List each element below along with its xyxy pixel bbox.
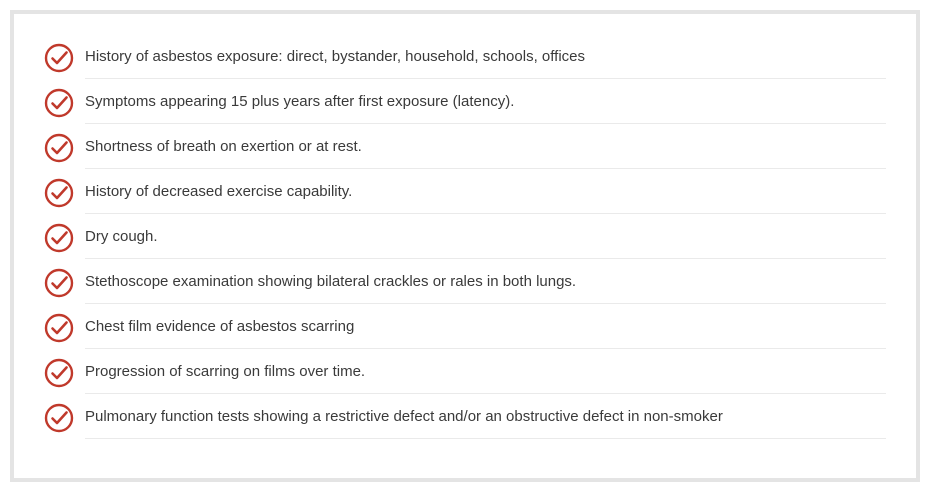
circle-check-icon xyxy=(44,178,74,208)
checklist-item-text: Dry cough. xyxy=(85,228,158,245)
circle-check-icon xyxy=(44,358,74,388)
circle-check-icon xyxy=(44,88,74,118)
circle-check-icon xyxy=(44,313,74,343)
checklist-item-text: Pulmonary function tests showing a restrictive defect and/or an obstructive defect in non-smoker xyxy=(85,408,723,425)
circle-check-icon xyxy=(44,43,74,73)
checklist-item xyxy=(44,124,886,169)
circle-check-icon xyxy=(44,223,74,253)
checklist-item-text: Progression of scarring on films over time. xyxy=(85,363,366,380)
checklist-item-text: History of asbestos exposure: direct, bystander, household, schools, offices xyxy=(85,48,585,65)
checklist-item xyxy=(44,394,886,439)
checklist-item-text: Chest film evidence of asbestos scarring xyxy=(85,318,355,335)
circle-check-icon xyxy=(44,133,74,163)
checklist-item xyxy=(44,34,886,79)
checklist-item xyxy=(44,259,886,304)
checklist-item xyxy=(44,169,886,214)
circle-check-icon xyxy=(44,268,74,298)
checklist-item xyxy=(44,214,886,259)
item-divider xyxy=(85,438,886,439)
content-panel xyxy=(10,10,920,482)
checklist-item xyxy=(44,304,886,349)
criteria-checklist xyxy=(44,34,886,439)
checklist-item-text: History of decreased exercise capability. xyxy=(85,183,353,200)
circle-check-icon xyxy=(44,403,74,433)
checklist-item-text: Stethoscope examination showing bilateral crackles or rales in both lungs. xyxy=(85,273,577,290)
checklist-item-text: Shortness of breath on exertion or at rest. xyxy=(85,138,362,155)
checklist-item xyxy=(44,79,886,124)
checklist-item-text: Symptoms appearing 15 plus years after first exposure (latency). xyxy=(85,93,515,110)
checklist-item xyxy=(44,349,886,394)
